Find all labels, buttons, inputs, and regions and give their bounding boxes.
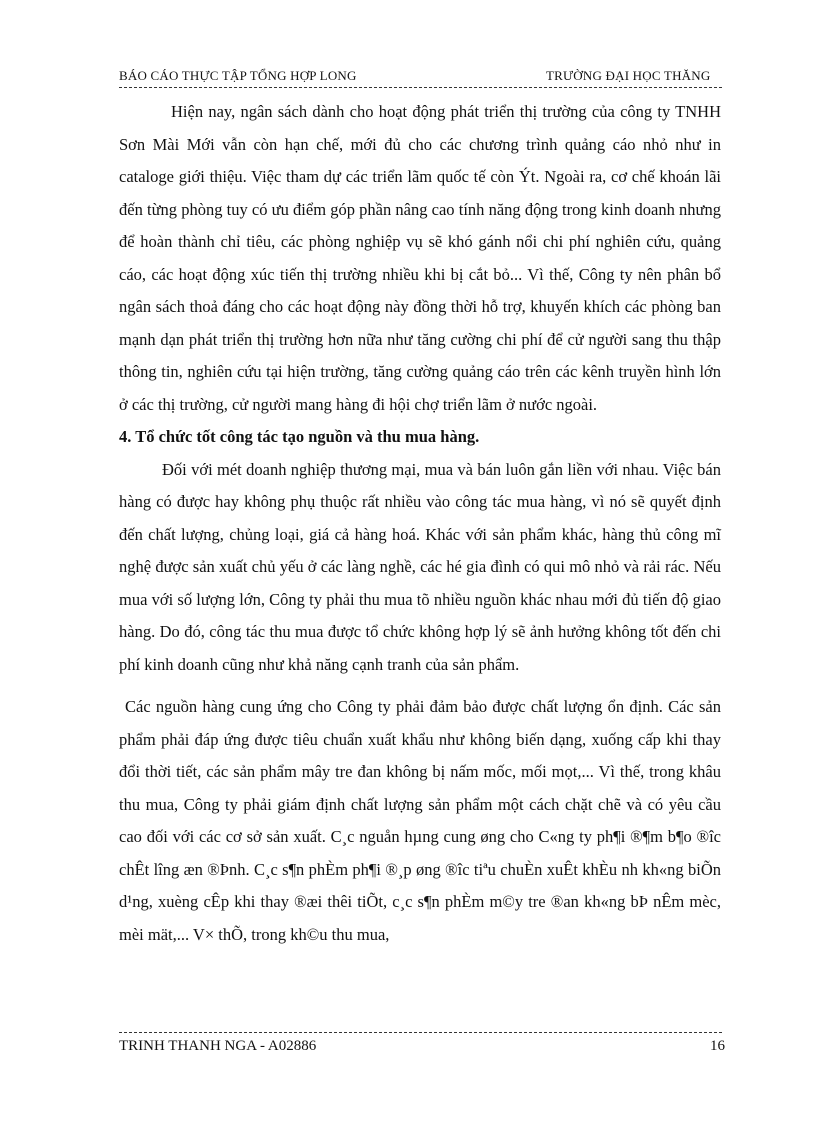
- footer-author: TRINH THANH NGA - A02886: [119, 1038, 317, 1054]
- header-right-title: TRƯỜNG ĐẠI HỌC THĂNG: [546, 68, 711, 83]
- section-heading: 4. Tổ chức tốt công tác tạo nguồn và thu mua hàng.: [119, 427, 480, 446]
- document-body: [119, 96, 721, 951]
- page-number: 16: [710, 1038, 725, 1054]
- paragraph-purchasing: Đối với mét doanh nghiệp thương mại, mua và bán luôn gắn liền với nhau. Việc bán hàng có được hay không phụ thuộc rất nhiều vào công tác mua hàng, vì nó sẽ quyết định đến chất lượng, chủng loại, giá cả hàng hoá. Khác với sản phẩm khác, hàng thủ công mĩ nghệ được sản xuất chủ yếu ở các làng nghề, các hé gia đình có qui mô nhỏ và rải rác. Nếu mua với số lượng lớn, Công ty phải thu mua tõ nhiều nguồn khác nhau mới đủ tiến độ giao hàng. Do đó, công tác thu mua được tổ chức không hợp lý sẽ ảnh hưởng không tốt đến chi phí kinh doanh cũng như khả năng cạnh tranh của sản phẩm.: [119, 459, 721, 674]
- footer-divider: [119, 1032, 722, 1033]
- paragraph-budget: Hiện nay, ngân sách dành cho hoạt động phát triển thị trường của công ty TNHH Sơn Mài Mới vẫn còn hạn chế, mới đủ cho các chương trình quảng cáo nhỏ như in cataloge giới thiệu. Việc tham dự các triển lãm quốc tế còn Ýt. Ngoài ra, cơ chế khoán lãi đến từng phòng tuy có ưu điểm góp phần nâng cao tính năng động trong kinh doanh nhưng để hoàn thành chỉ tiêu, các phòng nghiệp vụ sẽ khó gánh nổi chi phí nghiên cứu, quảng cáo, các hoạt động xúc tiến thị trường nhiều khi bị cắt bỏ... Vì thế, Công ty nên phân bổ ngân sách thoả đáng cho các hoạt động này đồng thời hỗ trợ, khuyến khích các phòng ban mạnh dạn phát triển thị trường hơn nữa như tăng cường chi phí để cử người sang thu thập thông tin, nghiên cứu tại hiện trường, tăng cường quảng cáo trên các kênh truyền hình lớn ở các thị trường, cử người mang hàng đi hội chợ triển lãm ở nước ngoài.: [119, 102, 721, 414]
- paragraph-supply-sources: Các nguồn hàng cung ứng cho Công ty phải đảm bảo được chất lượng ổn định. Các sản phẩm phải đáp ứng được tiêu chuẩn xuất khẩu như không biến dạng, xuống cấp khi thay đổi thời tiết, các sản phẩm mây tre đan không bị nấm mốc, mối mọt,... Vì thế, trong khâu thu mua, Công ty phải giám định chất lượng sản phẩm một cách chặt chẽ và có yêu cầu cao đối với các cơ sở sản xuất. C¸c nguån hµng cung øng cho C«ng ty ph¶i ®¶m b¶o ®îc chÊt lîng æn ®Þnh. C¸c s¶n phÈm ph¶i ®¸p øng ®îc tiªu chuÈn xuÊt khÈu nh kh«ng biÕn d¹ng, xuèng cÊp khi thay ®æi thêi tiÕt, c¸c s¶n phÈm m©y tre ®an kh«ng bÞ nÊm mèc, mèi mät,... V× thÕ, trong kh©u thu mua,: [119, 697, 721, 944]
- header-divider: [119, 87, 722, 88]
- header-left-title: BÁO CÁO THỰC TẬP TỔNG HỢP LONG: [119, 68, 357, 83]
